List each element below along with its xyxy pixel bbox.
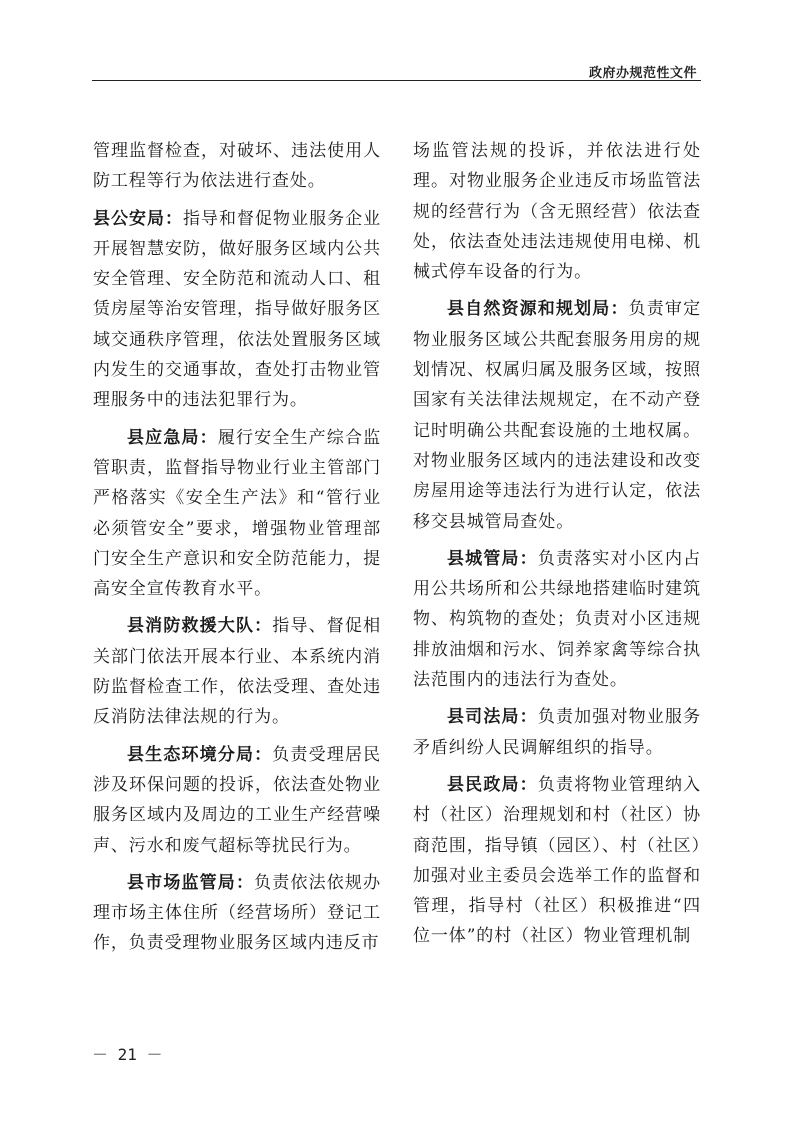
paragraph-text: 负责审定物业服务区域公共配套服务用房的规划情况、权属归属及服务区域，按照国家有关法律法规规定，在不动产登记时明确公共配套设施的土地权属。对物业服务区域内的违法建设和改变房屋用途等违法行为进行认定，依法移交县城管局查处。 bbox=[413, 299, 701, 532]
paragraph-text: 指导和督促物业服务企业开展智慧安防，做好服务区域内公共安全管理、安全防范和流动人口、租赁房屋等治安管理，指导做好服务区域交通秩序管理，依法处置服务区域内发生的交通事故，查处打击物业管理服务中的违法犯罪行为。 bbox=[93, 208, 381, 411]
paragraph-text: 负责落实对小区内占用公共场所和公共绿地搭建临时建筑物、构筑物的查处；负责对小区违规排放油烟和污水、饲养家禽等综合执法范围内的违法行为查处。 bbox=[413, 548, 701, 691]
paragraph-lead: 县司法局： bbox=[447, 707, 538, 728]
paragraph-lead: 县自然资源和规划局： bbox=[447, 299, 629, 320]
paragraph-ecology bbox=[93, 740, 381, 861]
header-title: 政府办规范性文件 bbox=[588, 66, 697, 81]
left-column bbox=[93, 136, 381, 966]
paragraph-lead: 县市场监管局： bbox=[127, 872, 255, 893]
paragraph-lead: 县民政局： bbox=[447, 774, 538, 795]
paragraph-text: 负责受理居民涉及环保问题的投诉，依法查处物业服务区域内及周边的工业生产经营噪声、污水和废气超标等扰民行为。 bbox=[93, 744, 382, 856]
paragraph-text: 负责将物业管理纳入村（社区）治理规划和村（社区）协商范围，指导镇（园区）、村（社区）加强对业主委员会选举工作的监督和管理，指导村（社区）积极推进“四位一体”的村（社区）物业管理机制 bbox=[413, 774, 701, 947]
paragraph-lead: 县应急局： bbox=[127, 427, 218, 448]
paragraph-text: 负责依法依规办理市场主体住所（经营场所）登记工作，负责受理物业服务区域内违反市 bbox=[93, 872, 381, 954]
paragraph-lead: 县生态环境分局： bbox=[127, 744, 273, 765]
paragraph-lead: 县公安局： bbox=[93, 208, 184, 229]
paragraph-text: 指导、督促相关部门依法开展本行业、本系统内消防监督检查工作，依法受理、查处违反消防法律法规的行为。 bbox=[93, 616, 382, 728]
paragraph-public-security bbox=[93, 204, 381, 416]
paragraph-emergency bbox=[93, 423, 381, 605]
paragraph-text: 履行安全生产综合监管职责，监督指导物业行业主管部门严格落实《安全生产法》和“管行业必须管安全”要求，增强物业管理部门安全生产意识和安全防范能力，提高安全宣传教育水平。 bbox=[93, 427, 381, 600]
paragraph-lead: 县消防救援大队： bbox=[127, 616, 273, 637]
paragraph-text: 负责加强对物业服务矛盾纠纷人民调解组织的指导。 bbox=[413, 707, 701, 758]
paragraph-civil-affairs bbox=[413, 770, 701, 952]
header-rule bbox=[92, 80, 701, 81]
paragraph-market bbox=[93, 868, 381, 959]
paragraph-lead: 县城管局： bbox=[447, 548, 538, 569]
page-number: － 21 － bbox=[92, 1045, 163, 1064]
paragraph-civil-defense-cont: 管理监督检查，对破坏、违法使用人防工程等行为依法进行查处。 bbox=[93, 141, 381, 192]
right-column bbox=[413, 136, 701, 959]
paragraph-market-cont: 场监管法规的投诉，并依法进行处理。对物业服务企业违反市场监管法规的经营行为（含无照经营）依法查处，依法查处违法违规使用电梯、机械式停车设备的行为。 bbox=[413, 141, 701, 283]
paragraph-urban-management bbox=[413, 544, 701, 695]
paragraph-justice bbox=[413, 702, 701, 763]
paragraph-natural-resources bbox=[413, 294, 701, 536]
paragraph-fire-rescue bbox=[93, 611, 381, 732]
